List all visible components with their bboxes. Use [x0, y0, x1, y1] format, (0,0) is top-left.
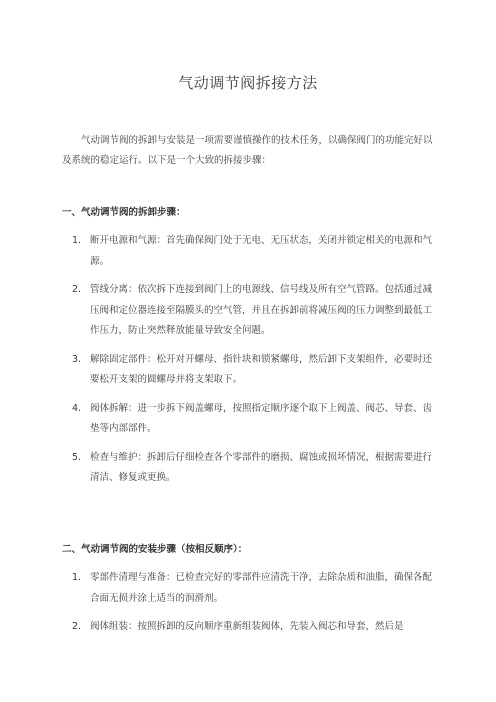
- step-text: 解除固定部件：松开对开螺母、指针块和锁紧螺母，然后卸下支架组件，必要时还要松开支架的圆螺母并将支架取下。: [90, 353, 433, 385]
- step-number: 3.: [72, 353, 82, 365]
- list-item: [62, 399, 434, 440]
- section-heading-disassembly: 一、气动调节阀的拆卸步骤：: [62, 207, 186, 218]
- step-text: 断开电源和气源：首先确保阀门处于无电、无压状态，关闭并锁定相关的电源和气源。: [90, 235, 433, 267]
- list-item: [62, 350, 434, 391]
- step-number: 1.: [72, 235, 82, 246]
- step-text: 管线分离：依次拆下连接到阀门上的电源线、信号线及所有空气管路。包括通过减压阀和定位器连接至隔膜头的空气管，并且在拆卸前将减压阀的压力调整到最低工作压力，防止突然释放能量导致安全问题。: [90, 284, 433, 336]
- list-item: [62, 280, 434, 342]
- step-text: 阀体拆解：进一步拆下阀盖螺母，按照指定顺序逐个取下上阀盖、阀芯、导套、齿垫等内部部件。: [90, 402, 433, 434]
- section-heading-installation: 二、气动调节阀的安装步骤（按相反顺序）：: [62, 544, 248, 555]
- step-text: 检查与维护：拆卸后仔细检查各个零部件的磨损、腐蚀或损坏情况，根据需要进行清洁、修复或更换。: [90, 451, 433, 483]
- step-number: 4.: [72, 402, 82, 414]
- step-text: 零部件清理与准备：已检查完好的零部件应清洗干净，去除杂质和油脂，确保各配合面无损并涂上适当的润滑剂。: [90, 572, 433, 604]
- disassembly-steps-list: [62, 231, 434, 497]
- list-item: [62, 568, 434, 609]
- step-number: 2.: [72, 284, 82, 295]
- installation-steps-list: [62, 568, 434, 646]
- intro-paragraph: 气动调节阀的拆卸与安装是一项需要谨慎操作的技术任务，以确保阀门的功能完好以及系统的稳定运行。以下是一个大致的拆接步骤：: [62, 135, 433, 166]
- document-title: 气动调节阀拆接方法: [178, 74, 318, 92]
- step-number: 1.: [72, 572, 82, 583]
- list-item: [62, 231, 434, 272]
- step-number: 2.: [72, 621, 82, 632]
- list-item: [62, 448, 434, 489]
- list-item: [62, 617, 434, 638]
- step-text: 阀体组装：按照拆卸的反向顺序重新组装阀体，先装入阀芯和导套，然后是: [90, 621, 404, 632]
- step-number: 5.: [72, 451, 82, 463]
